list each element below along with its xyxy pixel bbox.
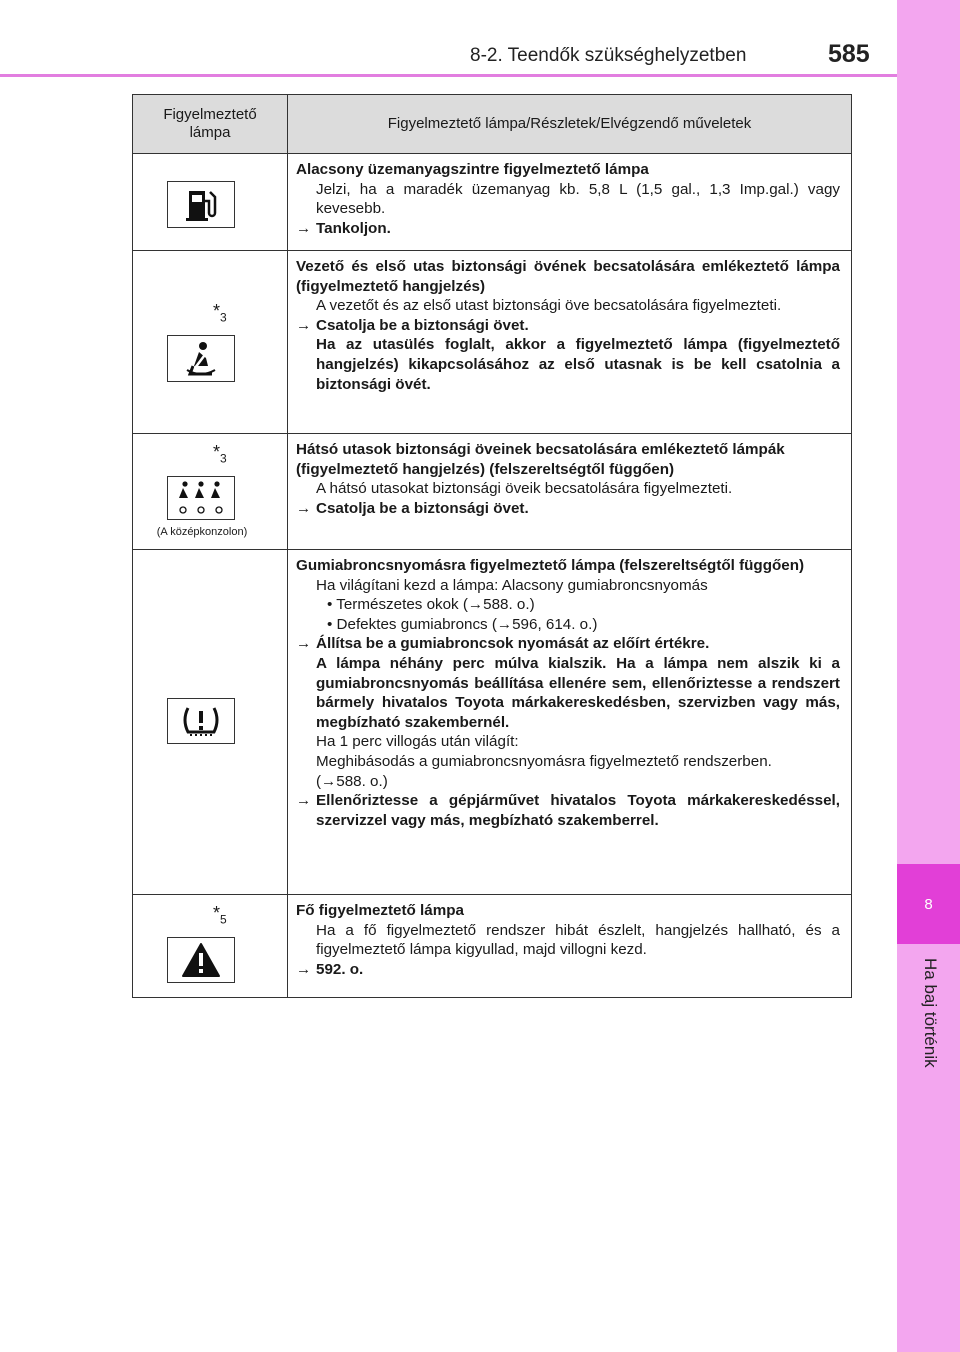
column-header-lamp: Figyelmeztető lámpa (133, 95, 288, 154)
icon-cell (133, 154, 288, 251)
row-action: Ellenőriztesse a gépjárművet hivatalos Toyota márkakereskedéssel, szervizzel vagy más, megbízható szakemberrel. (316, 792, 840, 829)
fuel-pump-icon (167, 181, 235, 228)
row-title: Fő figyelmeztető lámpa (296, 902, 464, 919)
row-title: Alacsony üzemanyagszintre figyelmeztető lámpa (296, 161, 649, 178)
details-cell (288, 251, 852, 434)
footnote-marker: $*_3$ (213, 301, 227, 325)
table-row (133, 895, 852, 998)
action-line (296, 791, 840, 830)
action-line (296, 316, 840, 336)
row-title: Gumiabroncsnyomásra figyelmeztető lámpa (felszereltségtől függően) (296, 557, 805, 574)
section-title: 8-2. Teendők szükséghelyzetben (470, 45, 747, 66)
bullet-item: • Természetes okok (→588. o.) (327, 596, 535, 614)
column-header-details: Figyelmeztető lámpa/Részletek/Elvégzendő műveletek (288, 95, 852, 154)
row-action: 592. o. (316, 960, 364, 978)
chapter-side-tab (897, 0, 960, 1352)
table-row (133, 154, 852, 251)
table-row (133, 434, 852, 550)
row-description: Jelzi, ha a maradék üzemanyag kb. 5,8 L (1,5 gal., 1,3 Imp.gal.) vagy kevesebb. (316, 180, 840, 218)
arrow-icon: → (296, 316, 312, 334)
table-row (133, 251, 852, 434)
row-description: Meghibásodás a gumiabroncsnyomásra figyelmeztető rendszerben. (316, 752, 772, 770)
master-warning-icon (167, 937, 235, 983)
row-description: Ha 1 perc villogás után világít: (316, 733, 519, 751)
row-note: A lámpa néhány perc múlva kialszik. Ha a lámpa nem alszik ki a gumiabroncsnyomás beállítása ellenére sem, ellenőriztesse a rendszert bármely hivatalos Toyota márkakereskedésben, szervizben vagy más, megbízható szakembernél. (316, 654, 840, 731)
table-row (133, 550, 852, 895)
details-cell (288, 154, 852, 251)
arrow-icon: → (296, 219, 312, 237)
action-line (296, 499, 840, 519)
row-action: Tankoljon. (316, 219, 391, 237)
chapter-title: Ha baj történik (921, 958, 940, 1068)
action-line (296, 219, 840, 239)
details-cell (288, 895, 852, 998)
row-description: Ha a fő figyelmeztető rendszer hibát észlelt, hangjelzés hallható, és a figyelmeztető lámpa kigyullad, majd villogni kezd. (316, 921, 840, 959)
icon-cell (133, 895, 288, 998)
icon-cell (133, 251, 288, 434)
details-cell (288, 550, 852, 895)
row-action: Csatolja be a biztonsági övet. (316, 499, 529, 517)
footnote-marker: $*_5$ (213, 903, 227, 927)
row-description: Ha világítani kezd a lámpa: Alacsony gumiabroncsnyomás (316, 576, 708, 594)
details-cell (288, 434, 852, 550)
icon-cell (133, 434, 288, 550)
row-note: Ha az utasülés foglalt, akkor a figyelmeztető lámpa (figyelmeztető hangjelzés) kikapcsolásához az első utasnak is be kell csatolnia a biztonsági övét. (316, 336, 840, 393)
page-number: 585 (828, 40, 870, 68)
rear-seatbelt-icon (167, 476, 235, 520)
action-line (296, 634, 840, 654)
icon-cell (133, 550, 288, 895)
row-title: Vezető és első utas biztonsági övének becsatolására emlékeztető lámpa (figyelmeztető hangjelzés) (296, 258, 840, 295)
row-action: Állítsa be a gumiabroncsok nyomását az előírt értékre. (316, 635, 710, 653)
arrow-icon: → (296, 792, 312, 810)
row-description: A vezetőt és az első utast biztonsági öve becsatolására figyelmezteti. (316, 297, 782, 315)
arrow-icon: → (296, 960, 312, 978)
page-reference: (→588. o.) (316, 772, 388, 790)
row-title-sub: (figyelmeztető hangjelzés) (felszereltségtől függően) (296, 460, 675, 478)
row-title: Hátsó utasok biztonsági öveinek becsatolására emlékeztető lámpák (296, 441, 785, 458)
warning-light-table (132, 94, 852, 998)
footnote-marker: $*_3$ (213, 442, 227, 466)
arrow-icon: → (296, 635, 312, 653)
bullet-item: • Defektes gumiabroncs (→596, 614. o.) (327, 615, 598, 633)
row-action: Csatolja be a biztonsági övet. (316, 316, 529, 334)
header-rule (0, 74, 897, 77)
icon-caption: (A középkonzolon) (156, 526, 248, 538)
arrow-icon: → (296, 499, 312, 517)
seatbelt-icon (167, 335, 235, 382)
chapter-number-tab[interactable]: 8 (897, 864, 960, 944)
tire-pressure-icon (167, 698, 235, 744)
action-line (296, 960, 840, 980)
row-description: A hátsó utasokat biztonsági öveik becsatolására figyelmezteti. (316, 480, 733, 498)
table-header-row (133, 95, 852, 154)
